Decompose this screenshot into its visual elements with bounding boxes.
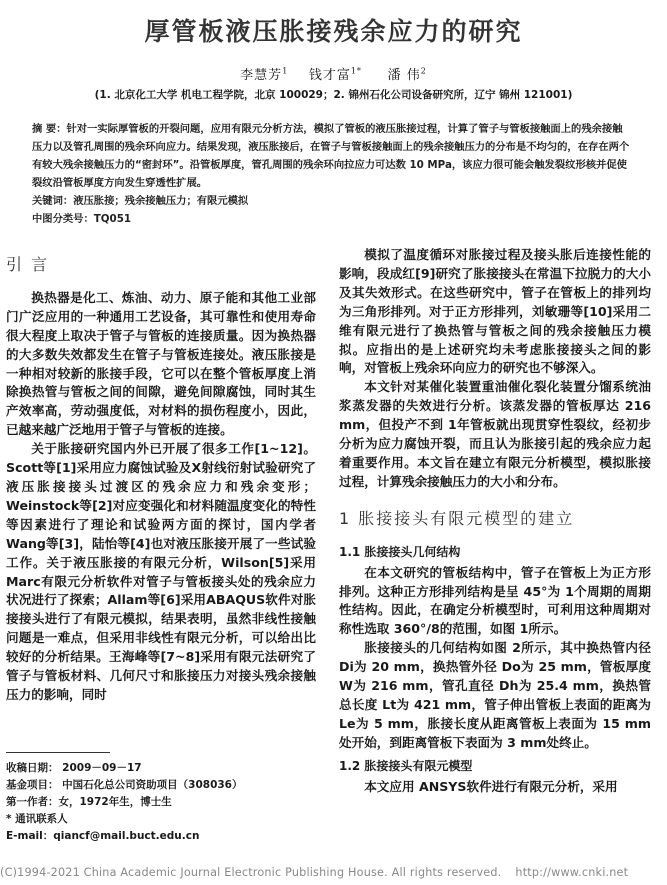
- keywords: [32, 192, 632, 210]
- footnote-funding: 基金项目： 中国石化总公司资助项目（308036）: [6, 779, 243, 791]
- paragraph: 本文针对某催化装置重油催化裂化装置分馏系统油浆蒸发器的失效进行分析。该蒸发器的管板厚达 216 mm，但投产不到 1年管板就出现贯穿性裂纹，经初步分析为应力腐蚀开裂，而且认为胀接引起的残余应力起着重要作用。本文旨在建立有限元分析模型，模拟胀接过程，计算残余接触压力的大小和分布。: [339, 379, 651, 489]
- author: 潘 伟: [387, 68, 421, 83]
- abstract-block: [32, 120, 632, 228]
- footnote-first-author: 第一作者：女，1972年生，博士生: [6, 796, 172, 808]
- right-column: [339, 246, 651, 796]
- abstract-text: 针对一实际厚管板的开裂问题，应用有限元分析方法，模拟了管板的液压胀接过程，计算了管子与管板接触面上的残余接触压力以及管孔周围的残余环向应力。结果发现，液压胀接后，在管子与管板接触面上的残余接触压力的分布是不均匀的，在存在两个有较大残余接触压力的“密封环”。沿管板厚度，管孔周围的残余环向拉应力可达数 10 MPa，该应力很可能会触发裂纹形核并促使裂纹沿管板厚度方向发生穿透性扩展。: [32, 123, 630, 189]
- footnote-email: E-mail：qiancf@mail.buct.edu.cn: [6, 830, 200, 842]
- left-column: [6, 250, 316, 705]
- author: 李慧芳: [240, 68, 283, 83]
- subsection-heading-1-1: 1.1 胀接接头几何结构: [339, 544, 461, 559]
- paragraph: 关于胀接研究国内外已开展了很多工作[1~12]。Scott等[1]采用应力腐蚀试验及X射线衍射试验研究了液压胀接接头过渡区的残余应力和残余变形；Weinstock等[2]对应变强化和材料随温度变化的特性等因素进行了理论和试验两方面的探讨，国内学者 Wang等[3]，陆怡等[4]也对液压胀接开展了一些试验工作。关于液压胀接的有限元分析，Wilson[5]采用 Marc有限元分析软件对管子与管板接头处的残余应力状况进行了探索；Allam等[6]采用ABAQUS软件对胀接接头进行了有限元模拟，结果表明，虽然非线性接触问题是一难点，但采用非线性有限元分析，可以给出比较好的分析结果。王海峰等[7~8]采用有限元法研究了管子与管板材料、几何尺寸和胀接压力对接头残余接触压力的影响，同时: [6, 441, 316, 702]
- paper-title: 厚管板液压胀接残余应力的研究: [144, 17, 523, 46]
- abstract-label: 摘 要：: [32, 123, 67, 135]
- paragraph: 模拟了温度循环对胀接过程及接头胀后连接性能的影响，段成红[9]研究了胀接接头在常温下拉脱力的大小及其失效形式。在这些研究中，管子在管板上的排列均为三角形排列。对于正方形排列，刘敏珊等[10]采用二维有限元进行了换热管与管板之间的残余接触压力模拟。应指出的是上述研究均未考虑胀接接头之间的影响，对管板上残余环向应力的研究也不够深入。: [339, 247, 651, 376]
- clc-label: 中图分类号：: [32, 213, 94, 225]
- footnote-divider: [6, 752, 110, 753]
- author-list: [0, 64, 667, 83]
- abstract: [32, 120, 632, 192]
- author-mark: 2: [420, 66, 427, 76]
- copyright-url: http://www.cnki.net: [515, 866, 629, 879]
- keywords-text: 液压胀接；残余接触压力；有限元模拟: [73, 195, 249, 207]
- keywords-label: 关键词：: [32, 195, 74, 207]
- footnote-corresponding: * 通讯联系人: [6, 813, 68, 825]
- paragraph: 换热器是化工、炼油、动力、原子能和其他工业部门广泛应用的一种通用工艺设备，其可靠性和使用寿命很大程度上取决于管子与管板的连接质量。因为换热器的大多数失效都发生在管子与管板连接处。液压胀接是一种相对较新的胀接手段，它可以在整个管板厚度上消除换热管与管板之间的间隙，避免间隙腐蚀，同时其生产效率高，劳动强度低，对材料的损伤程度小，因此，已越来越广泛地用于管子与管板的连接。: [6, 289, 316, 438]
- paragraph: 本文应用 ANSYS软件进行有限元分析，采用: [364, 778, 618, 794]
- section-heading-intro: 引 言: [6, 255, 50, 274]
- clc-number: [32, 210, 632, 228]
- author: 钱才富: [308, 68, 351, 83]
- subsection-heading-1-2: 1.2 胀接接头有限元模型: [339, 758, 473, 773]
- author-mark: 1*: [350, 66, 362, 76]
- paragraph: 在本文研究的管板结构中，管子在管板上为正方形排列。这种正方形排列结构是呈 45°为 1个周期的周期性结构。因此，在确定分析模型时，可利用这种周期对称性选取 360°/8的范围，如图 1所示。: [339, 564, 651, 637]
- copyright-text: (C)1994-2021 China Academic Journal Electronic Publishing House. All rights reserved.: [0, 866, 502, 879]
- copyright-watermark: [0, 866, 667, 879]
- author-mark: 1: [282, 66, 289, 76]
- affiliation: (1. 北京化工大学 机电工程学院，北京 100029；2. 锦州石化公司设备研究所，辽宁 锦州 121001): [94, 89, 573, 101]
- section-heading-1: 1 胀接接头有限元模型的建立: [339, 508, 575, 528]
- clc-text: TQ051: [93, 213, 132, 225]
- footnotes: [6, 760, 326, 845]
- footnote-received: 收稿日期： 2009－09－17: [6, 762, 142, 774]
- paragraph: 胀接接头的几何结构如图 2所示，其中换热管内径 Di为 20 mm，换热管外径 Do为 25 mm，管板厚度 W为 216 mm，管孔直径 Dh为 25.4 mm，换热管总长度 Lt为 421 mm，管子伸出管板上表面的距离为 Le为 5 mm，胀接长度从距离管板上表面为 15 mm处开始，到距离管板下表面为 3 mm处终止。: [339, 640, 651, 750]
